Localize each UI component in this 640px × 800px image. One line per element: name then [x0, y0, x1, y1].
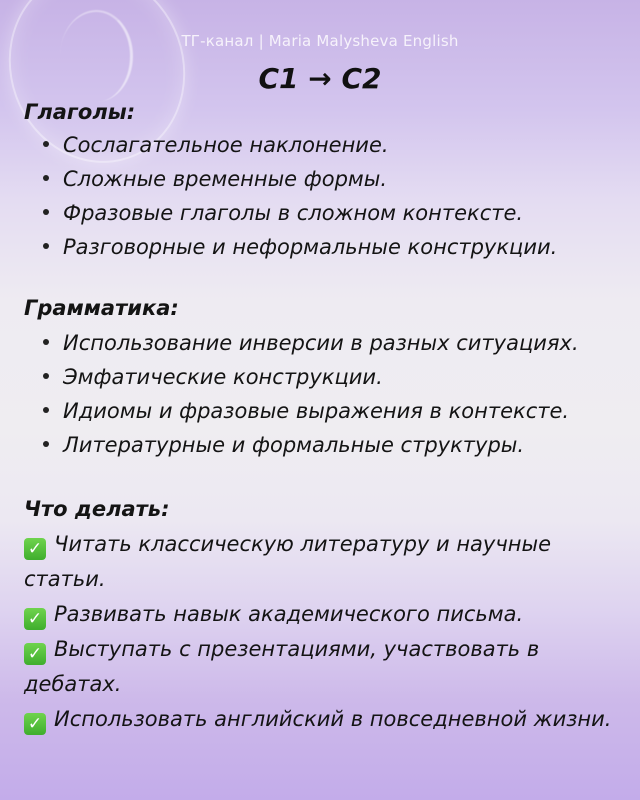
checkmark-icon: ✓	[24, 643, 46, 665]
bullet-icon	[43, 209, 49, 215]
grammar-list	[36, 326, 579, 462]
section-title-grammar: Грамматика:	[24, 296, 179, 320]
bullet-icon	[43, 175, 49, 181]
todo-item: ✓ Развивать навык академического письма.	[24, 597, 624, 632]
section-title-todo: Что делать:	[24, 497, 170, 521]
checkmark-icon: ✓	[24, 713, 46, 735]
checkmark-icon: ✓	[24, 538, 46, 560]
list-item: Эмфатические конструкции.	[36, 360, 579, 394]
list-item: Фразовые глаголы в сложном контексте.	[36, 196, 557, 230]
bullet-icon	[43, 373, 49, 379]
channel-caption: ТГ-канал | Maria Malysheva English	[181, 32, 459, 50]
list-item: Использование инверсии в разных ситуациях.	[36, 326, 579, 360]
list-item: Литературные и формальные структуры.	[36, 428, 579, 462]
bullet-icon	[43, 441, 49, 447]
bullet-icon	[43, 339, 49, 345]
list-item: Сослагательное наклонение.	[36, 128, 557, 162]
level-title: C1 → C2	[258, 62, 382, 95]
todo-item: ✓ Использовать английский в повседневной жизни.	[24, 702, 624, 737]
bullet-icon	[43, 243, 49, 249]
checkmark-icon: ✓	[24, 608, 46, 630]
todo-list	[24, 527, 624, 737]
todo-item: ✓ Выступать с презентациями, участвовать в дебатах.	[24, 637, 540, 696]
todo-item: ✓ Читать классическую литературу и научные статьи.	[24, 532, 551, 591]
bullet-icon	[43, 407, 49, 413]
bullet-icon	[43, 141, 49, 147]
verbs-list	[36, 128, 557, 264]
list-item: Разговорные и неформальные конструкции.	[36, 230, 557, 264]
section-title-verbs: Глаголы:	[24, 100, 136, 124]
list-item: Сложные временные формы.	[36, 162, 557, 196]
list-item: Идиомы и фразовые выражения в контексте.	[36, 394, 579, 428]
